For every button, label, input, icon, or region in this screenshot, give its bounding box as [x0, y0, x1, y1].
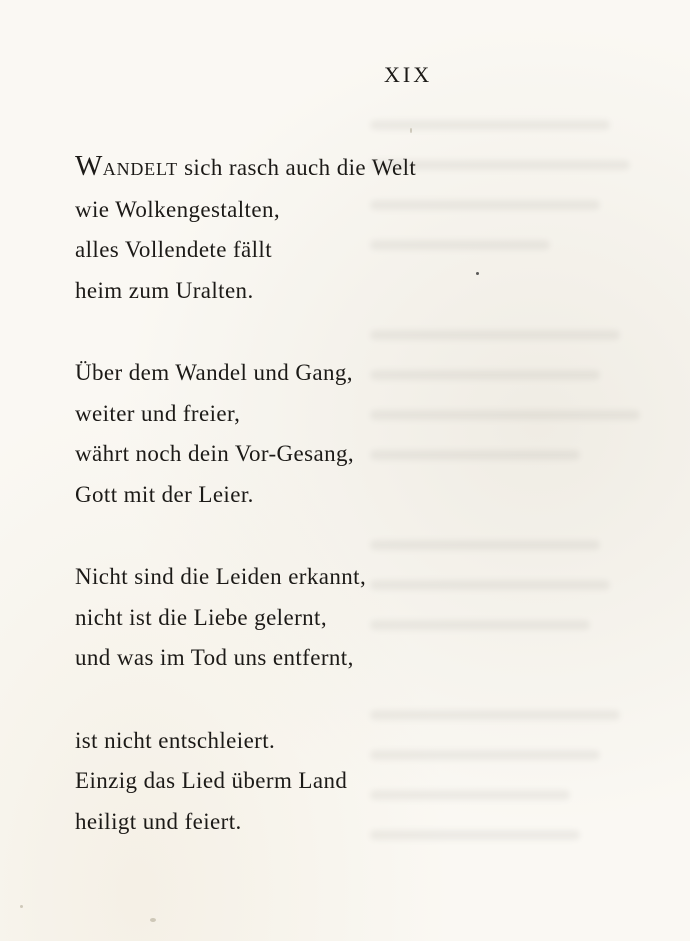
poem-line: heiligt und feiert.: [75, 808, 242, 834]
paper-speck: [476, 272, 479, 275]
poem-line: Gott mit der Leier.: [75, 481, 254, 507]
stanza-4: [75, 721, 416, 843]
poem: [75, 146, 416, 884]
poem-line: wie Wolkengestalten,: [75, 196, 281, 222]
page-number: XIX: [384, 62, 433, 87]
small-caps-word: ANDELT: [102, 159, 178, 179]
poem-line: Über dem Wandel und Gang,: [75, 360, 353, 385]
paper-speck: [150, 918, 156, 922]
poem-line: und was im Tod uns entfernt,: [75, 645, 354, 670]
poem-line: ist nicht entschleiert.: [75, 727, 276, 753]
paper-speck: [410, 128, 412, 133]
poem-line: alles Vollendete fällt: [75, 237, 273, 262]
drop-initial: W: [75, 150, 103, 182]
poem-line: währt noch dein Vor-Gesang,: [75, 441, 355, 466]
opening-line-rest: sich rasch auch die Welt: [177, 155, 417, 180]
poem-line-opening: [75, 146, 416, 190]
poem-line: weiter und freier,: [75, 400, 241, 426]
poem-line: Einzig das Lied überm Land: [75, 768, 348, 793]
bleed-through-text: [370, 120, 690, 880]
stanza-3: [75, 557, 416, 679]
stanza-2: [75, 353, 416, 515]
poem-line: Nicht sind die Leiden erkannt,: [75, 564, 367, 589]
poem-line: heim zum Uralten.: [75, 277, 254, 303]
poem-line: nicht ist die Liebe gelernt,: [75, 604, 327, 630]
paper-speck: [20, 905, 23, 908]
stanza-1: [75, 146, 416, 311]
